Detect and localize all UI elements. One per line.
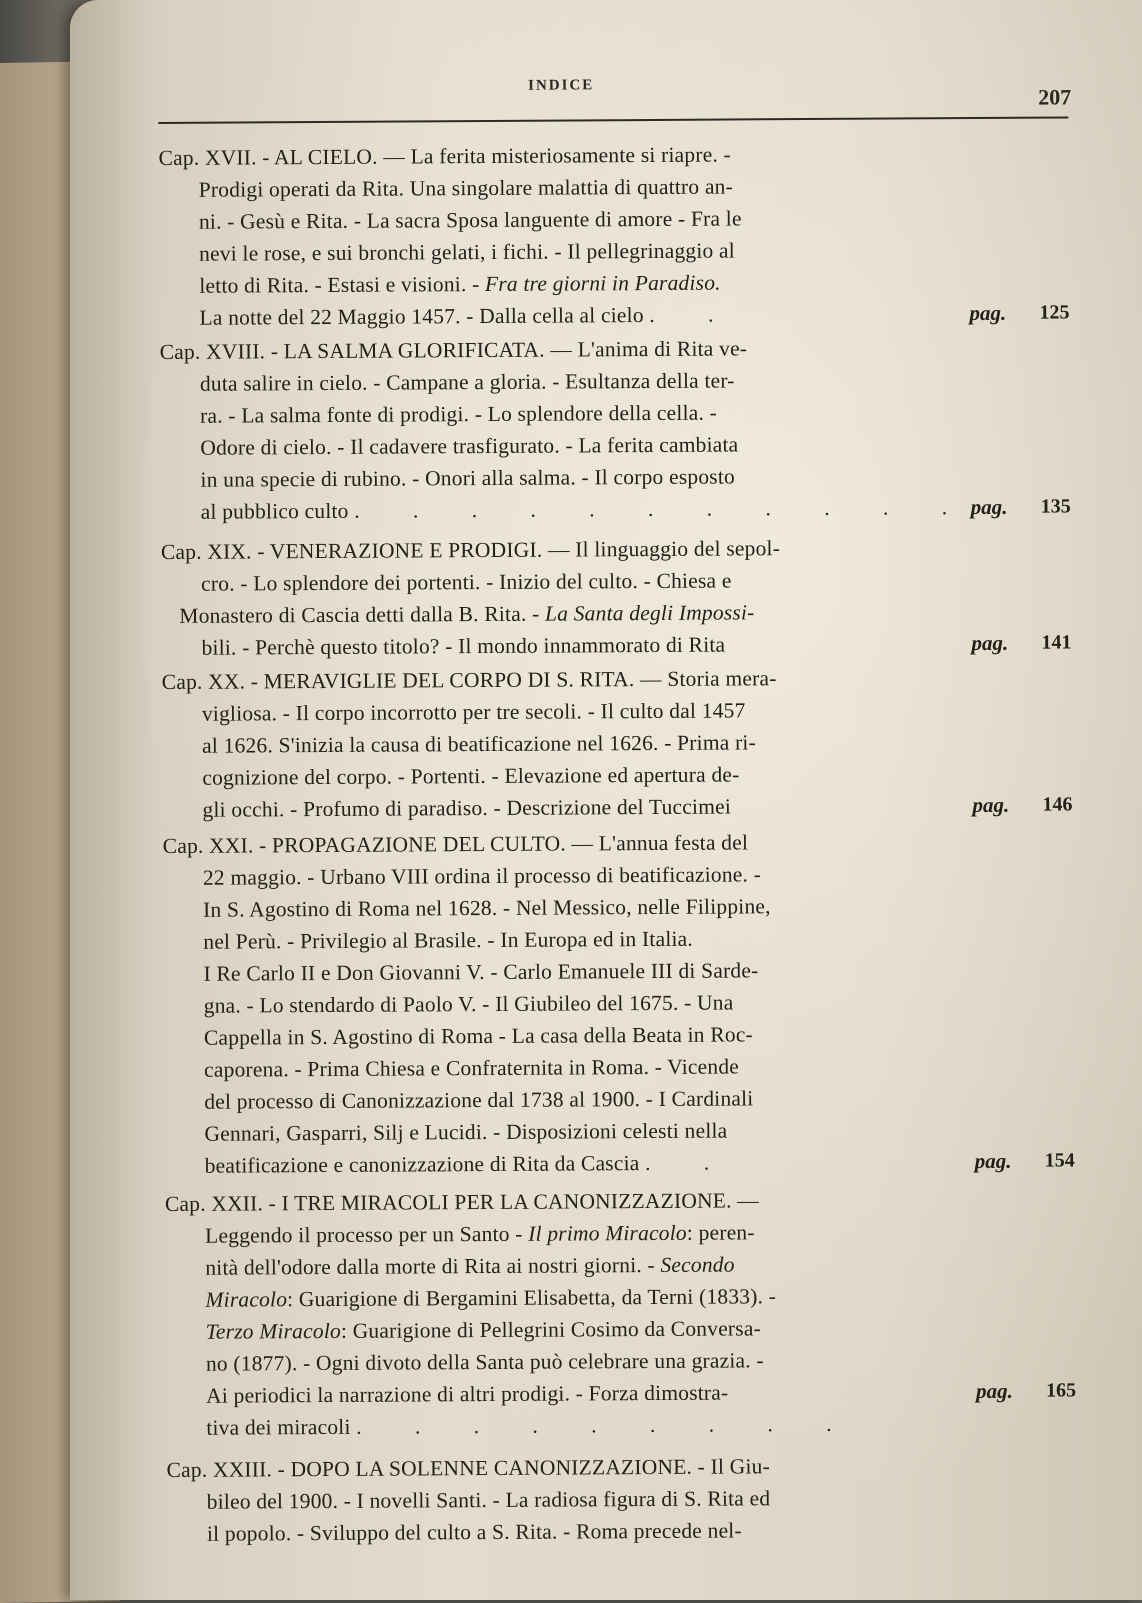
entry-heading-line: Cap. XVIII. - LA SALMA GLORIFICATA. — L'anima di Rita ve- [159,336,748,364]
entry-line: tiva dei miracoli . . . . . . . . . [206,1411,856,1440]
entry-line: cro. - Lo splendore dei portenti. - Inizio del culto. - Chiesa e [201,568,732,596]
entry-line: beatificazione e canonizzazione di Rita da Cascia . . [204,1150,734,1178]
entry-line: gli occhi. - Profumo di paradiso. - Descrizione del Tuccimei [202,794,732,822]
entry-line: Leggendo il processo per un Santo - Il primo Miracolo: peren- [205,1220,755,1248]
page-ref: 135 [1040,495,1071,518]
chapter-entry-xvii [158,136,1118,330]
entry-line: Cappella in S. Agostino di Roma - La casa della Beata in Roc- [203,1022,753,1050]
book-page [70,0,1142,1600]
page-ref: 125 [1039,301,1070,324]
pag-label: pag. [976,1378,1013,1404]
chapter-entry-xxii [164,1182,1125,1440]
pag-label: pag. [972,792,1010,818]
entry-line: del processo di Canonizzazione dal 1738 al 1900. - I Cardinali [204,1086,754,1114]
entry-line: nel Perù. - Privilegio al Brasile. - In Europa ed in Italia. [203,926,694,954]
pag-label: pag. [971,630,1009,656]
entry-line: duta salire in cielo. - Campane a gloria. - Esultanza della ter- [199,368,735,396]
entry-line: ni. - Gesù e Rita. - La sacra Sposa languente di amore - Fra le [198,206,742,234]
header-rule [158,116,1068,124]
entry-line: In S. Agostino di Roma nel 1628. - Nel Messico, nelle Filippine, [203,894,771,922]
page-ref: 165 [1046,1379,1077,1402]
entry-line: gna. - Lo stendardo di Paolo V. - Il Giubileo del 1675. - Una [203,990,734,1018]
entry-line: La notte del 22 Maggio 1457. - Dalla cella al cielo . . [199,302,738,330]
entry-line: Gennari, Gasparri, Silj e Lucidi. - Disposizioni celesti nella [204,1118,728,1146]
entry-heading-line: Cap. XX. - MERAVIGLIE DEL CORPO DI S. RITA. — Storia mera- [161,666,777,694]
entry-line: Ai periodici la narrazione di altri prodigi. - Forza dimostra- [206,1380,729,1408]
entry-line: cognizione del corpo. - Portenti. - Elevazione ed apertura de- [202,762,740,790]
entry-line: nevi le rose, e sui bronchi gelati, i fichi. - Il pellegrinaggio al [199,238,735,266]
entry-line: I Re Carlo II e Don Giovanni V. - Carlo Emanuele III di Sarde- [203,958,759,986]
entry-heading-line: Cap. XIX. - VENERAZIONE E PRODIGI. — Il linguaggio del sepol- [160,536,781,564]
entry-heading-line: Cap. XXI. - PROPAGAZIONE DEL CULTO. — L'annua festa del [162,830,749,858]
index-content [158,64,1127,1600]
entry-line: ra. - La salma fonte di prodigi. - Lo splendore della cella. - [200,400,718,428]
entry-line: bili. - Perchè questo titolo? - Il mondo innammorato di Rita [201,632,726,660]
entry-line: no (1877). - Ogni divoto della Santa può celebrare una grazia. - [205,1348,764,1376]
running-head: INDICE [528,77,595,94]
entry-line: letto di Rita. - Estasi e visioni. - Fra tre giorni in Paradiso. [199,270,721,298]
entry-heading-line: Cap. XXII. - I TRE MIRACOLI PER LA CANONIZZAZIONE. — [164,1188,760,1216]
entry-heading-line: Cap. XXIII. - DOPO LA SOLENNE CANONIZZAZIONE. - Il Giu- [166,1454,770,1482]
page-number: 207 [1038,84,1072,110]
pag-label: pag. [970,494,1008,520]
entry-line: il popolo. - Sviluppo del culto a S. Rita. - Roma precede nel- [206,1518,742,1546]
entry-line: Odore di cielo. - Il cadavere trasfigurato. - La ferita cambiata [200,432,739,460]
pag-label: pag. [974,1148,1012,1174]
entry-line: al pubblico culto . . . . . . . . . . . [200,495,972,524]
pag-label: pag. [969,300,1007,326]
chapter-entry-xix [160,530,1121,660]
entry-line: in una specie di rubino. - Onori alla salma. - Il corpo esposto [200,464,736,492]
entry-line: 22 maggio. - Urbano VIII ordina il processo di beatificazione. - [202,862,762,890]
page-ref: 154 [1044,1149,1075,1172]
entry-line: Miracolo: Guarigione di Bergamini Elisabetta, da Terni (1833). - [205,1284,777,1312]
entry-line: nità dell'odore dalla morte di Rita ai nostri giorni. - Secondo [205,1252,735,1280]
entry-heading-line: Cap. XVII. - AL CIELO. — La ferita misteriosamente si riapre. - [158,142,732,170]
page-ref: 146 [1042,793,1073,816]
entry-line: Prodigi operati da Rita. Una singolare malattia di quattro an- [198,174,734,202]
entry-line: vigliosa. - Il corpo incorrotto per tre secoli. - Il culto dal 1457 [201,698,746,726]
entry-line: caporena. - Prima Chiesa e Confraternita in Roma. - Vicende [204,1054,740,1082]
entry-line: al 1626. S'inizia la causa di beatificazione nel 1626. - Prima ri- [202,730,756,758]
entry-line: Terzo Miracolo: Guarigione di Pellegrini Cosimo da Conversa- [205,1316,762,1344]
entry-line: Monastero di Cascia detti dalla B. Rita. - La Santa degli Impossi- [179,600,755,628]
entry-line: bileo del 1900. - I novelli Santi. - La radiosa figura di S. Rita ed [206,1486,771,1514]
page-ref: 141 [1041,631,1072,654]
chapter-entry-xxiii [166,1448,1126,1546]
